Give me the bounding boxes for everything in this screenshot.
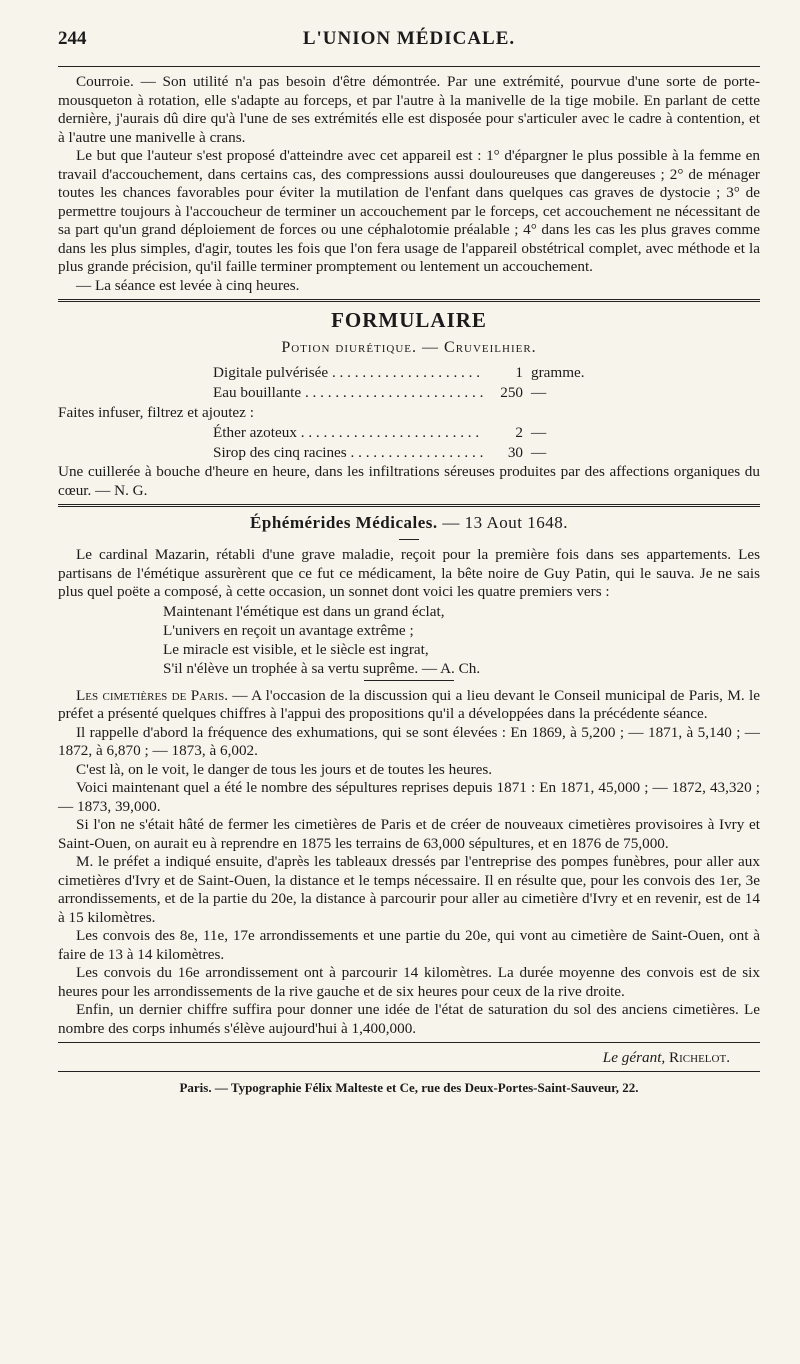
ingredient-unit: — — [531, 444, 547, 461]
section-divider — [58, 299, 760, 302]
infuse-instruction: Faites infuser, filtrez et ajoutez : — [58, 404, 254, 421]
intro-paragraph-2: Le but que l'auteur s'est proposé d'atteindre avec cet appareil est : 1° d'épargner le plus possible à la femme en travail d'accouchement, dans certains cas, des compressions aussi douloureuses que dangereuses ; 2° de ménager toutes les chances favorables pour éviter la mutilation de l'enfant dans quelques cas graves de dystocie ; 3° de permettre toujours à l'accoucheur de terminer un accouchement par le forceps, cet accouchement ne nécessitant de sa part qu'un grand déploiement de forces ou une céphalotomie préalable ; 4° dans les cas les plus graves comme dans les plus simples, d'agir, toutes les fois que l'on fera usage de l'appareil obstétrical complet, avec méthode et la plus grande précision, qu'il faille terminer promptement ou lentement un accouchement. — [58, 147, 760, 275]
signature-label: Le gérant, — [602, 1049, 666, 1066]
cimetieres-section — [58, 687, 760, 1039]
ingredient-qty: 2 — [515, 424, 523, 441]
formulaire-subtitle: Potion diurétique. — Cruveilhier. — [281, 339, 537, 356]
cimetieres-paragraph-7: Les convois des 8e, 11e, 17e arrondissements et une partie du 20e, qui vont au cimetière de Saint-Ouen, ont à faire de 13 à 14 kilomètres. — [58, 927, 760, 963]
ephemerides-section — [58, 513, 760, 678]
footer-rule — [58, 1042, 760, 1043]
imprint: Paris. — Typographie Félix Malteste et Ce, rue des Deux-Portes-Saint-Sauveur, 22. — [179, 1080, 639, 1095]
signature-name: Richelot. — [669, 1049, 730, 1066]
cimetieres-paragraph-6: M. le préfet a indiqué ensuite, d'après les tableaux dressés par l'entreprise des pompes funèbres, pour aller aux cimetières d'Ivry et de Saint-Ouen, la distance et le temps nécessaire. Il en résulte que, pour les convois des 1er, 3e arrondissements, et de la partie du 20e, la distance à parcourir pour aller au cimetière d'Ivry et en revenir, est de 14 à 15 kilomètres. — [58, 853, 760, 926]
formulaire-section — [58, 308, 760, 500]
section-divider — [58, 504, 760, 507]
ingredient-unit: gramme. — [531, 364, 585, 381]
ingredient-row — [213, 423, 760, 443]
header-rule — [58, 66, 760, 67]
page-number: 244 — [58, 28, 87, 49]
ingredient-name: Éther azoteux . . . — [213, 423, 483, 443]
ingredient-qty: 250 — [500, 384, 523, 401]
ingredient-row — [213, 383, 760, 403]
ingredient-name: Digitale pulvérisée . . . — [213, 363, 483, 383]
ephemerides-date: — 13 Aout 1648. — [442, 513, 568, 532]
cimetieres-paragraph-2: Il rappelle d'abord la fréquence des exhumations, qui se sont élevées : En 1869, à 5,200 ; — 1871, à 5,140 ; — 1872, à 6,870 ; — 1873, à 6,002. — [58, 723, 760, 759]
verse-line: L'univers en reçoit un avantage extrême ; — [163, 621, 414, 639]
ingredient-row — [213, 443, 760, 463]
verse-line: Maintenant l'émétique est dans un grand éclat, — [163, 602, 445, 620]
ingredient-name: Sirop des cinq racines . . . — [213, 443, 483, 463]
running-title: L'UNION MÉDICALE. — [302, 28, 516, 49]
page-header — [58, 28, 760, 62]
ephemerides-heading — [58, 513, 760, 533]
cimetieres-paragraph-9: Enfin, un dernier chiffre suffira pour donner une idée de l'état de saturation du sol des anciens cimetières. Le nombre des corps inhumés s'élève aujourd'hui à 1,400,000. — [58, 1001, 760, 1037]
intro-paragraph-1: Courroie. — Son utilité n'a pas besoin d'être démontrée. Par une extrémité, pourvue d'une sorte de porte-mousqueton à rotation, elle s'adapte au forceps, et par l'autre à la manivelle de la tige mobile. En parlant de cette dernière, j'aurais dû dire qu'à l'une de ses extrémités elle est disposée pour s'articuler avec le cadre à contention, et à l'autre une manivelle à crans. — [58, 73, 760, 146]
ephemerides-intro: Le cardinal Mazarin, rétabli d'une grave maladie, reçoit pour la première fois dans ses appartements. Les partisans de l'émétique assurèrent que ce fut ce médicament, la bête noire de Guy Patin, qui le sauva. Je ne sais plus quel poëte a composé, à cette occasion, un sonnet dont voici les quatre premiers vers : — [58, 546, 760, 600]
imprint-rule — [58, 1071, 760, 1072]
ingredient-row — [213, 363, 760, 383]
usage-text: Une cuillerée à bouche d'heure en heure, dans les infiltrations séreuses produites par des affections organiques du cœur. — N. G. — [58, 463, 760, 499]
cimetieres-paragraph-4: Voici maintenant quel a été le nombre des sépultures reprises depuis 1871 : En 1871, 45,000 ; — 1872, 43,320 ; — 1873, 39,000. — [58, 779, 760, 815]
verse-line: Le miracle est visible, et le siècle est ingrat, — [163, 640, 429, 658]
intro-section — [58, 73, 760, 295]
verse-line: S'il n'élève un trophée à sa vertu suprême. — A. Ch. — [163, 659, 481, 677]
ingredient-unit: — — [531, 424, 547, 441]
ingredient-qty: 1 — [515, 364, 523, 381]
cimetieres-paragraph-1: — A l'occasion de la discussion qui a lieu devant le Conseil municipal de Paris, M. le préfet a présenté quelques chiffres à l'appui des propositions qu'il a développées dans la précédente séance. — [58, 686, 760, 722]
ingredient-qty: 30 — [507, 444, 523, 461]
ingredients-list-b — [213, 423, 760, 463]
intro-paragraph-3: — La séance est levée à cinq heures. — [76, 276, 300, 294]
ingredient-name: Eau bouillante . . . — [213, 383, 483, 403]
cimetieres-paragraph-8: Les convois du 16e arrondissement ont à parcourir 14 kilomètres. La durée moyenne des convois est de six heures pour les arrondissements de la rive gauche et de six heures pour ceux de la rive droite. — [58, 964, 760, 1000]
short-dash-divider — [399, 539, 419, 540]
sonnet-verses — [163, 602, 760, 678]
formulaire-title: FORMULAIRE — [331, 308, 487, 332]
signature — [58, 1049, 760, 1067]
cimetieres-paragraph-3: C'est là, on le voit, le danger de tous les jours et de toutes les heures. — [76, 760, 493, 778]
verse-divider — [364, 680, 454, 681]
ephemerides-title: Éphémérides Médicales. — [250, 513, 438, 532]
ingredient-unit: — — [531, 384, 547, 401]
cimetieres-heading: Les cimetières de Paris. — [76, 686, 229, 704]
ingredients-list-a — [213, 363, 760, 403]
cimetieres-paragraph-5: Si l'on ne s'était hâté de fermer les cimetières de Paris et de créer de nouveaux cimetières provisoires à Ivry et Saint-Ouen, on aurait eu à reprendre en 1875 les terrains de 63,000 sépultures, et en 1876 de 75,000. — [58, 816, 760, 852]
